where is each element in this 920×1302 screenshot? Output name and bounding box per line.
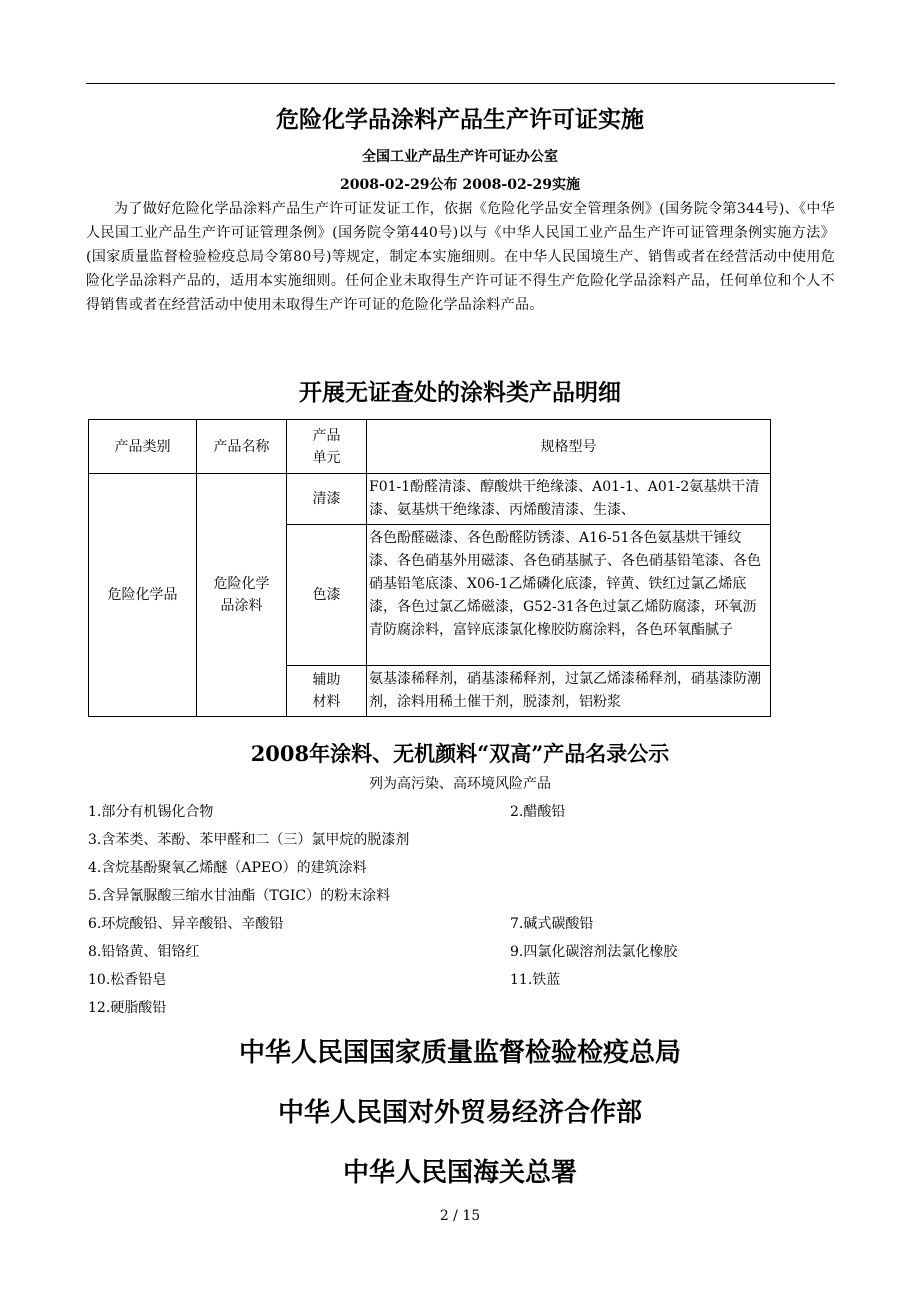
list-item: 2.醋酸铅 bbox=[510, 804, 566, 820]
agency-mofcom: 中华人民国对外贸易经济合作部 bbox=[277, 1098, 642, 1128]
cell-spec-color: 各色酚醛磁漆、各色酚醛防锈漆、A16-51各色氨基烘干锤纹漆、各色硝基外用磁漆、各色硝基腻子、各色硝基铅笔漆、各色硝基铅笔底漆、X06-1乙烯磷化底漆，锌黄、铁红过氯乙烯底漆，各色过氯乙烯磁漆，G52-31各色过氯乙烯防腐漆，环氧沥青防腐涂料，富锌底漆氯化橡胶防腐涂料，各色环氧酯腻子 bbox=[367, 525, 771, 666]
agency-customs: 中华人民国海关总署 bbox=[342, 1158, 577, 1188]
publish-dates: 2008-02-29公布 2008-02-29实施 bbox=[340, 177, 580, 193]
document-title: 危险化学品涂料产品生产许可证实施 bbox=[276, 106, 644, 133]
header-spec: 规格型号 bbox=[367, 420, 771, 474]
intro-paragraph bbox=[86, 197, 835, 317]
list-item: 4.含烷基酚聚氧乙烯醚（APEO）的建筑涂料 bbox=[88, 860, 367, 876]
list-item: 1.部分有机锡化合物 bbox=[88, 804, 214, 820]
list-item: 12.硬脂酸铅 bbox=[88, 1000, 167, 1016]
list-item: 6.环烷酸铅、异辛酸铅、辛酸铅 bbox=[88, 916, 284, 932]
header-category: 产品类别 bbox=[89, 420, 197, 474]
list-subtitle: 列为高污染、高环境风险产品 bbox=[369, 776, 551, 792]
cell-spec-clear: F01-1酚醛清漆、醇酸烘干绝缘漆、A01-1、A01-2氨基烘干清漆、氨基烘干绝缘漆、丙烯酸清漆、生漆、 bbox=[367, 474, 771, 525]
agency-aqsiq: 中华人民国国家质量监督检验检疫总局 bbox=[238, 1038, 681, 1068]
list-item: 5.含异氰脲酸三缩水甘油酯（TGIC）的粉末涂料 bbox=[88, 888, 391, 904]
cell-unit-clear: 清漆 bbox=[287, 474, 367, 525]
list-item: 8.铅铬黄、钼铬红 bbox=[88, 944, 200, 960]
list-item: 9.四氯化碳溶剂法氯化橡胶 bbox=[510, 944, 678, 960]
intro-text: 为了做好危险化学品涂料产品生产许可证发证工作，依据《危险化学品安全管理条例》(国务院令第344号)、《中华人民国工业产品生产许可证管理条例》(国务院令第440号)以与《中华人民国工业产品生产许可证管理条例实施方法》(国家质量监督检验检疫总局令第80号)等规定，制定本实施细则。在中华人民国境生产、销售或者在经营活动中使用危险化学品涂料产品的，适用本实施细则。任何企业未取得生产许可证不得生产危险化学品涂料产品，任何单位和个人不得销售或者在经营活动中使用未取得生产许可证的危险化学品涂料产品。 bbox=[86, 201, 835, 313]
list-item: 3.含苯类、苯酚、苯甲醛和二（三）氯甲烷的脱漆剂 bbox=[88, 832, 410, 848]
table-title: 开展无证查处的涂料类产品明细 bbox=[299, 379, 621, 406]
cell-category: 危险化学品 bbox=[89, 474, 197, 717]
header-product-name: 产品名称 bbox=[197, 420, 287, 474]
table-header-row bbox=[89, 420, 771, 474]
header-unit: 产品单元 bbox=[287, 420, 367, 474]
cell-unit-color: 色漆 bbox=[287, 525, 367, 666]
cell-spec-aux: 氨基漆稀释剂，硝基漆稀释剂，过氯乙烯漆稀释剂，硝基漆防潮剂，涂料用稀土催干剂，脱漆剂，铝粉浆 bbox=[367, 666, 771, 717]
header-rule bbox=[86, 83, 835, 84]
list-title: 2008年涂料、无机颜料“双高”产品名录公示 bbox=[250, 741, 670, 766]
table-row bbox=[89, 474, 771, 525]
cell-unit-aux: 辅助材料 bbox=[287, 666, 367, 717]
list-item: 7.碱式碳酸铅 bbox=[510, 916, 594, 932]
product-table bbox=[88, 419, 771, 717]
list-item: 11.铁蓝 bbox=[510, 972, 561, 988]
issuer: 全国工业产品生产许可证办公室 bbox=[362, 149, 558, 165]
list-item: 10.松香铅皂 bbox=[88, 972, 167, 988]
cell-product-name: 危险化学品涂料 bbox=[197, 474, 287, 717]
page-number: 2 / 15 bbox=[439, 1208, 481, 1224]
